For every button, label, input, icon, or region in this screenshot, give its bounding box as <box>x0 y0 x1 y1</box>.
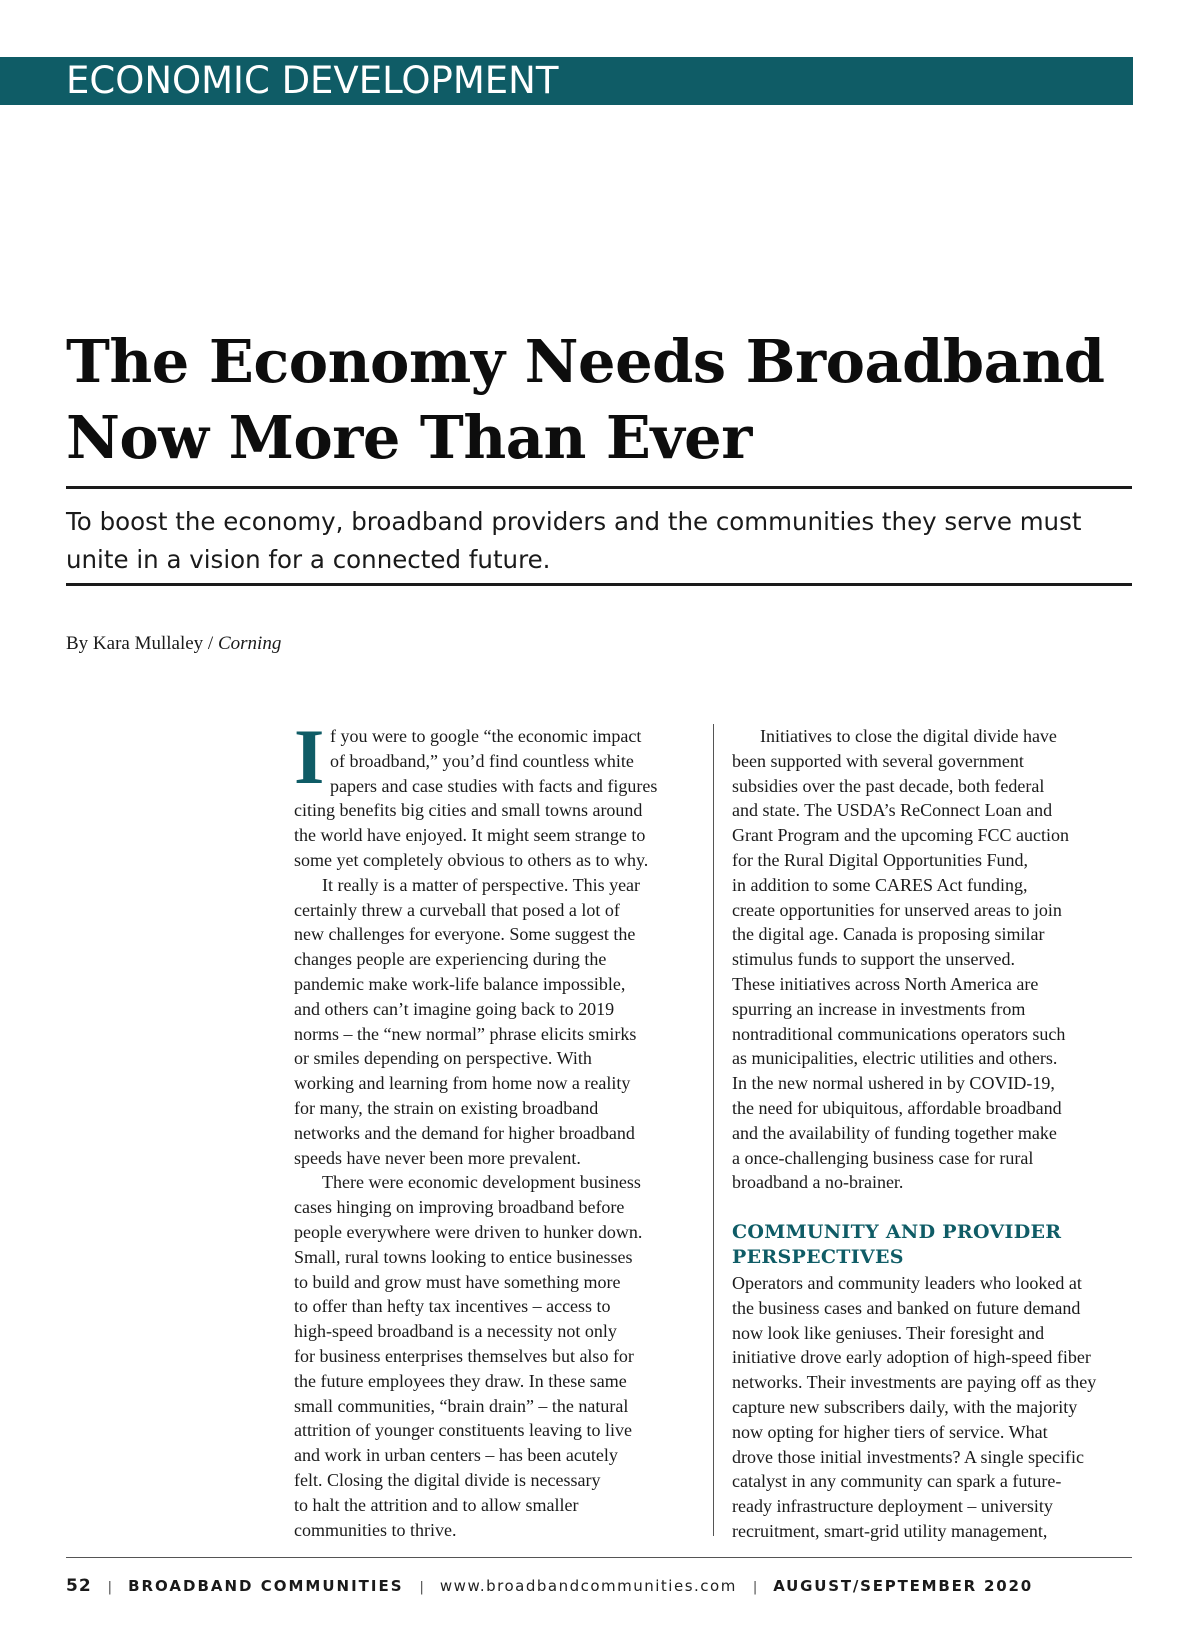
body-text-line: high-speed broadband is a necessity not only <box>294 1321 617 1342</box>
body-text-line: and others can’t imagine going back to 2019 <box>294 998 615 1019</box>
byline-company: Corning <box>217 633 282 654</box>
body-text-line: catalyst in any community can spark a future- <box>732 1471 1062 1492</box>
headline-rule <box>66 486 1132 489</box>
body-text-line: working and learning from home now a reality <box>294 1073 631 1094</box>
footer-rule <box>66 1557 1132 1558</box>
body-text-line: changes people are experiencing during the <box>294 949 607 970</box>
footer-separator: | <box>419 1580 424 1595</box>
body-text-line: speeds have never been more prevalent. <box>294 1147 581 1168</box>
body-text-line: ready infrastructure deployment – university <box>732 1496 1053 1517</box>
body-text-line: attrition of younger constituents leaving to live <box>294 1420 632 1441</box>
body-text-line: papers and case studies with facts and figures <box>330 775 658 796</box>
body-text-line: a once-challenging business case for rural <box>732 1147 1034 1168</box>
body-text-line: the business cases and banked on future demand <box>732 1297 1081 1318</box>
body-text-line: to build and grow must have something more <box>294 1271 621 1292</box>
body-text-line: norms – the “new normal” phrase elicits smirks <box>294 1023 637 1044</box>
body-text-line: networks. Their investments are paying off as they <box>732 1372 1097 1393</box>
footer-separator: | <box>107 1580 113 1595</box>
column-right-bottom <box>732 1271 1132 1544</box>
headline-line: Now More Than Ever <box>66 403 752 472</box>
body-text-line: now opting for higher tiers of service. What <box>732 1421 1048 1442</box>
body-text-line: to halt the attrition and to allow smaller <box>294 1494 579 1515</box>
body-text-line: It really is a matter of perspective. This year <box>322 874 641 895</box>
body-text-line: the world have enjoyed. It might seem strange to <box>294 825 646 846</box>
section-heading-line: PERSPECTIVES <box>732 1246 904 1268</box>
column-right-top <box>732 724 1132 1195</box>
publication-url[interactable]: www.broadbandcommunities.com <box>439 1577 737 1595</box>
body-text-line: broadband a no-brainer. <box>732 1172 904 1193</box>
body-text-line: and state. The USDA’s ReConnect Loan and <box>732 800 1053 821</box>
body-text-line: stimulus funds to support the unserved. <box>732 949 1015 970</box>
body-text-line: felt. Closing the digital divide is necessary <box>294 1469 601 1490</box>
body-text-line: There were economic development business <box>322 1172 641 1193</box>
body-text-line: new challenges for everyone. Some suggest the <box>294 924 636 945</box>
body-text-line: for many, the strain on existing broadband <box>294 1097 599 1118</box>
body-text-line: the digital age. Canada is proposing similar <box>732 924 1045 945</box>
body-text-line: nontraditional communications operators such <box>732 1023 1066 1044</box>
body-text-line: for the Rural Digital Opportunities Fund, <box>732 849 1028 870</box>
body-text-line: some yet completely obvious to others as to why. <box>294 849 649 870</box>
section-heading-line: COMMUNITY AND PROVIDER <box>732 1221 1062 1243</box>
body-text-line: In the new normal ushered in by COVID-19, <box>732 1073 1055 1094</box>
body-text-line: as municipalities, electric utilities and others. <box>732 1048 1058 1069</box>
body-text-line: certainly threw a curveball that posed a lot of <box>294 899 620 920</box>
body-text-line: for business enterprises themselves but also for <box>294 1345 634 1366</box>
section-banner <box>0 57 1133 105</box>
body-text-line: drove those initial investments? A single specific <box>732 1446 1084 1467</box>
body-text-line: f you were to google “the economic impact <box>330 726 642 746</box>
byline <box>66 633 281 655</box>
body-text-line: citing benefits big cities and small towns around <box>294 800 643 821</box>
section-heading <box>732 1220 1132 1270</box>
article-subhead <box>66 503 1132 579</box>
body-text-line: Small, rural towns looking to entice businesses <box>294 1246 633 1267</box>
article-headline <box>66 324 1126 476</box>
body-text-line: and the availability of funding together make <box>732 1122 1057 1143</box>
section-label: ECONOMIC DEVELOPMENT <box>66 59 559 102</box>
body-text-line: Grant Program and the upcoming FCC auction <box>732 825 1069 846</box>
column-divider <box>713 724 714 1536</box>
body-text-line: of broadband,” you’d find countless white <box>330 750 634 771</box>
body-text-line: in addition to some CARES Act funding, <box>732 874 1028 895</box>
body-text-line: to offer than hefty tax incentives – access to <box>294 1296 611 1317</box>
footer-separator: | <box>752 1580 758 1595</box>
subhead-rule <box>66 583 1132 586</box>
body-text-line: cases hinging on improving broadband before <box>294 1197 625 1218</box>
body-text-line: or smiles depending on perspective. With <box>294 1048 592 1069</box>
page-footer <box>66 1576 1033 1596</box>
body-text-line: Operators and community leaders who looked at <box>732 1273 1082 1293</box>
subhead-line: unite in a vision for a connected future. <box>66 545 551 574</box>
body-text-line: Initiatives to close the digital divide have <box>760 726 1057 746</box>
body-text-line: people everywhere were driven to hunker down. <box>294 1221 643 1242</box>
body-text-line: recruitment, smart-grid utility management, <box>732 1520 1048 1541</box>
drop-cap: I <box>294 713 325 800</box>
publication-name: BROADBAND COMMUNITIES <box>128 1577 404 1595</box>
headline-line: The Economy Needs Broadband <box>66 327 1105 396</box>
body-text-line: initiative drove early adoption of high-speed fiber <box>732 1347 1091 1368</box>
body-text-line: the need for ubiquitous, affordable broadband <box>732 1097 1062 1118</box>
body-text-line: capture new subscribers daily, with the majority <box>732 1396 1078 1417</box>
body-text-line: small communities, “brain drain” – the natural <box>294 1395 629 1416</box>
column-left <box>294 713 694 1542</box>
body-text-line: now look like geniuses. Their foresight and <box>732 1322 1045 1343</box>
byline-author: By Kara Mullaley / <box>66 633 218 654</box>
body-text-line: networks and the demand for higher broadband <box>294 1122 635 1143</box>
body-text-line: the future employees they draw. In these same <box>294 1370 627 1391</box>
body-text-line: spurring an increase in investments from <box>732 998 1026 1019</box>
body-text-line: been supported with several government <box>732 750 1024 771</box>
issue-date: AUGUST/SEPTEMBER 2020 <box>773 1577 1034 1595</box>
body-text-line: create opportunities for unserved areas to join <box>732 899 1062 920</box>
page-number: 52 <box>66 1576 92 1596</box>
subhead-line: To boost the economy, broadband providers and the communities they serve must <box>66 507 1082 536</box>
body-text-line: These initiatives across North America are <box>732 973 1039 994</box>
body-text-line: subsidies over the past decade, both federal <box>732 775 1045 796</box>
body-text-line: and work in urban centers – has been acutely <box>294 1445 618 1466</box>
body-text-line: communities to thrive. <box>294 1519 457 1540</box>
body-text-line: pandemic make work-life balance impossible, <box>294 973 626 994</box>
